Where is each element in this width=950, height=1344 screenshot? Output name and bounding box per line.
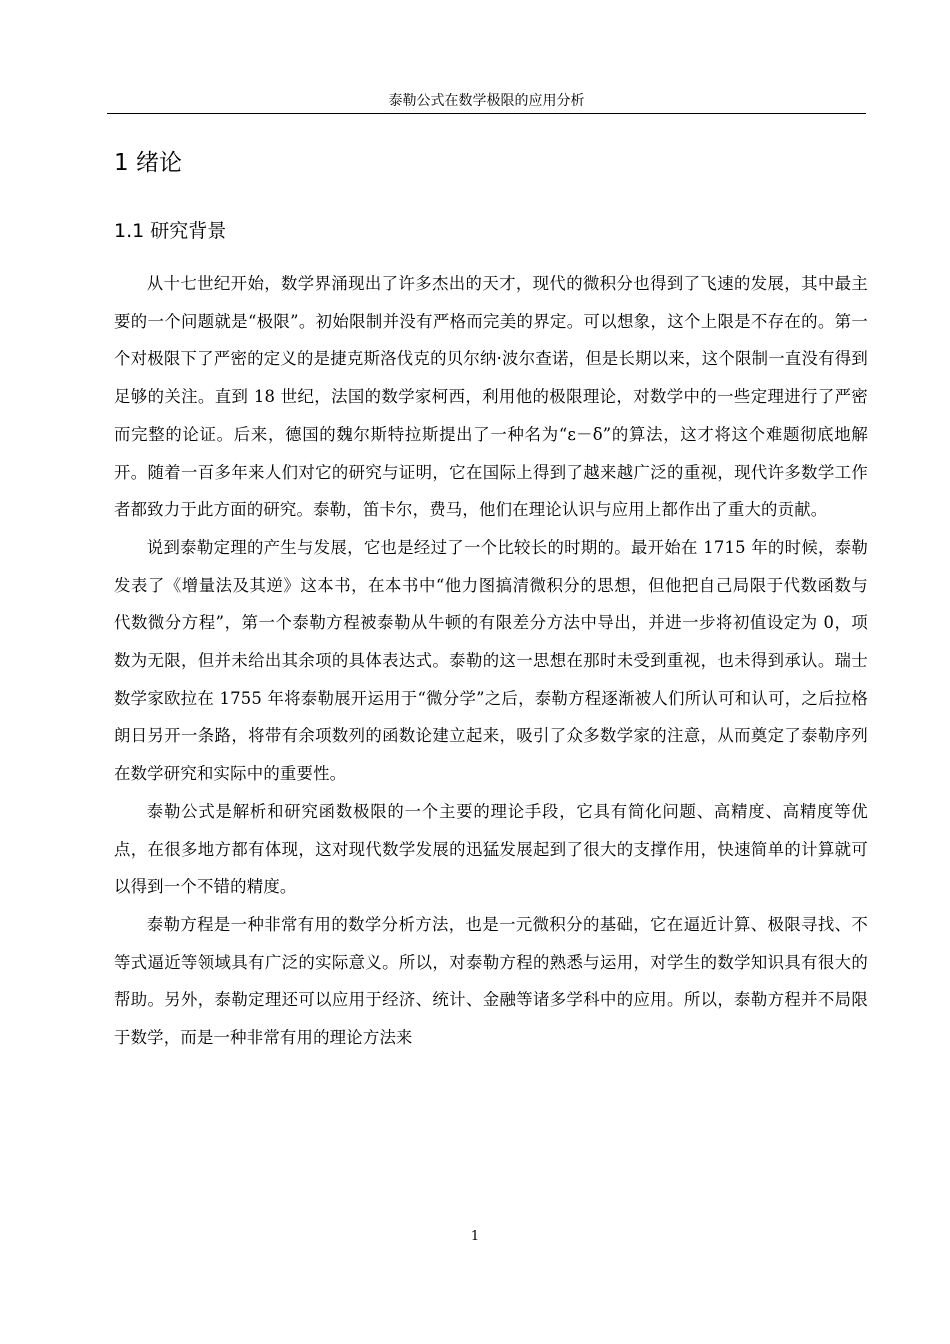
paragraph-history: 从十七世纪开始，数学界涌现出了许多杰出的天才，现代的微积分也得到了飞速的发展，其中最主要的一个问题就是“极限”。初始限制并没有严格而完美的界定。可以想象，这个上限是不存在的。第一个对极限下了严密的定义的是捷克斯洛伐克的贝尔纳·波尔查诺，但是长期以来，这个限制一直没有得到足够的关注。直到 18 世纪，法国的数学家柯西，利用他的极限理论，对数学中的一些定理进行了严密而完整的论证。后来，德国的魏尔斯特拉斯提出了一种名为“ε－δ”的算法，这才将这个难题彻底地解开。随着一百多年来人们对它的研究与证明，它在国际上得到了越来越广泛的重视，现代许多数学工作者都致力于此方面的研究。泰勒，笛卡尔，费马，他们在理论认识与应用上都作出了重大的贡献。 <box>114 274 868 520</box>
page-number: 1 <box>470 1229 480 1244</box>
running-header: 泰勒公式在数学极限的应用分析 <box>107 92 866 114</box>
paragraph-taylor-applications: 泰勒方程是一种非常有用的数学分析方法，也是一元微积分的基础，它在逼近计算、极限寻找、不等式逼近等领域具有广泛的实际意义。所以，对泰勒方程的熟悉与运用，对学生的数学知识具有很大的帮助。另外，泰勒定理还可以应用于经济、统计、金融等诸多学科中的应用。所以，泰勒方程并不局限于数学，而是一种非常有用的理论方法来 <box>114 914 868 1048</box>
body-text <box>114 265 868 1057</box>
section-title: 1.1 研究背景 <box>114 220 227 242</box>
chapter-title: 1 绪论 <box>114 150 182 176</box>
paragraph-taylor-development: 说到泰勒定理的产生与发展，它也是经过了一个比较长的时期的。最开始在 1715 年的时候，泰勒发表了《增量法及其逆》这本书，在本书中“他力图搞清微积分的思想，但他把自己局限于代数函数与代数微分方程”，第一个泰勒方程被泰勒从牛顿的有限差分方法中导出，并进一步将初值设定为 0，项数为无限，但并未给出其余项的具体表达式。泰勒的这一思想在那时未受到重视，也未得到承认。瑞士数学家欧拉在 1755 年将泰勒展开运用于“微分学”之后，泰勒方程逐渐被人们所认可和认可，之后拉格朗日另开一条路，将带有余项数列的函数论建立起来，吸引了众多数学家的注意，从而奠定了泰勒序列在数学研究和实际中的重要性。 <box>114 537 868 784</box>
paragraph-taylor-formula: 泰勒公式是解析和研究函数极限的一个主要的理论手段，它具有简化问题、高精度、高精度等优点，在很多地方都有体现，这对现代数学发展的迅猛发展起到了很大的支撑作用，快速简单的计算就可以得到一个不错的精度。 <box>114 801 868 897</box>
